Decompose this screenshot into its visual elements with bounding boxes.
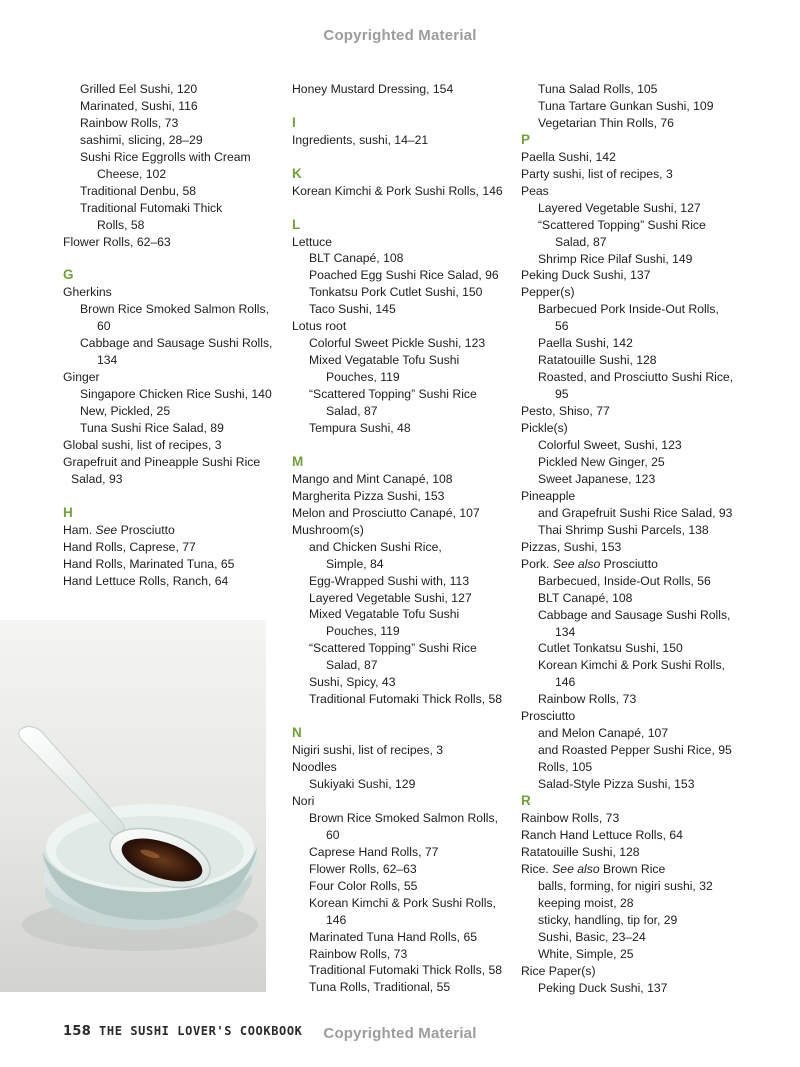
copyright-watermark-bottom: Copyrighted Material bbox=[323, 1025, 477, 1042]
see-target: Brown Rice bbox=[599, 861, 666, 876]
letter-heading: L bbox=[292, 216, 301, 232]
index-subentry: Sushi, Spicy, 43 bbox=[309, 675, 396, 690]
index-subentry: White, Simple, 25 bbox=[538, 946, 634, 961]
index-entry: Global sushi, list of recipes, 3 bbox=[63, 438, 222, 452]
index-subentry: Taco Sushi, 145 bbox=[309, 302, 396, 317]
index-entry: Pickle(s) bbox=[521, 421, 568, 436]
index-subentry: Marinated, Sushi, 116 bbox=[80, 98, 198, 113]
see-reference: See bbox=[95, 522, 118, 537]
index-entry: Salad, 93 bbox=[71, 471, 123, 486]
index-subentry: and Grapefruit Sushi Rice Salad, 93 bbox=[538, 505, 733, 520]
index-subentry: Peking Duck Sushi, 137 bbox=[538, 980, 668, 995]
letter-heading: P bbox=[521, 131, 531, 147]
index-entry: Pepper(s) bbox=[521, 285, 575, 300]
index-subentry: Layered Vegetable Sushi, 127 bbox=[538, 200, 701, 215]
index-subentry: Traditional Denbu, 58 bbox=[80, 183, 197, 198]
letter-heading: I bbox=[292, 114, 296, 130]
index-subentry: “Scattered Topping” Sushi Rice bbox=[309, 387, 477, 402]
section-spacer bbox=[292, 708, 512, 725]
index-subentry: sashimi, slicing, 28–29 bbox=[80, 132, 203, 147]
index-entry: Noodles bbox=[292, 760, 337, 775]
entry-term: Ham. bbox=[63, 522, 93, 537]
index-subentry: Salad, 87 bbox=[326, 658, 378, 673]
index-entry: Prosciutto bbox=[521, 709, 576, 724]
index-entry: Peas bbox=[521, 183, 549, 198]
index-subentry: Tuna Tartare Gunkan Sushi, 109 bbox=[538, 98, 714, 113]
index-subentry: Tonkatsu Pork Cutlet Sushi, 150 bbox=[309, 285, 483, 300]
index-subentry: Traditional Futomaki Thick Rolls, 58 bbox=[309, 692, 503, 707]
index-subentry: Sukiyaki Sushi, 129 bbox=[309, 777, 416, 791]
index-subentry: Mixed Vegatable Tofu Sushi bbox=[309, 353, 460, 368]
index-entry: Ranch Hand Lettuce Rolls, 64 bbox=[521, 827, 683, 842]
index-subentry: keeping moist, 28 bbox=[538, 895, 634, 910]
index-entry: Paella Sushi, 142 bbox=[521, 149, 616, 164]
index-entry: Grapefruit and Pineapple Sushi Rice bbox=[63, 454, 261, 469]
index-subentry: Singapore Chicken Rice Sushi, 140 bbox=[80, 387, 272, 402]
index-subentry: Cabbage and Sausage Sushi Rolls, bbox=[80, 336, 273, 351]
index-subentry: Paella Sushi, 142 bbox=[538, 336, 633, 351]
index-subentry: Colorful Sweet Pickle Sushi, 123 bbox=[309, 336, 486, 351]
soy-sauce-spoon-photo bbox=[0, 620, 266, 992]
index-subentry: and Melon Canapé, 107 bbox=[538, 726, 669, 741]
index-entry: Melon and Prosciutto Canapé, 107 bbox=[292, 505, 480, 520]
copyright-watermark-top: Copyrighted Material bbox=[323, 27, 477, 44]
letter-heading: R bbox=[521, 793, 531, 809]
letter-heading: G bbox=[63, 267, 74, 283]
index-subentry: Salad, 87 bbox=[326, 404, 378, 419]
index-subentry: Cheese, 102 bbox=[97, 166, 167, 181]
letter-heading: K bbox=[292, 165, 302, 181]
index-entry: Hand Rolls, Marinated Tuna, 65 bbox=[63, 556, 235, 571]
index-entry: Mushroom(s) bbox=[292, 522, 364, 537]
index-subentry: 134 bbox=[555, 624, 576, 639]
letter-heading: M bbox=[292, 453, 304, 469]
index-subentry: 56 bbox=[555, 319, 569, 334]
index-entry: Pesto, Shiso, 77 bbox=[521, 404, 610, 419]
index-subentry: and Chicken Sushi Rice, bbox=[309, 539, 442, 554]
index-subentry: Grilled Eel Sushi, 120 bbox=[80, 82, 198, 96]
index-subentry: 146 bbox=[555, 675, 576, 690]
index-subentry: Korean Kimchi & Pork Sushi Rolls, bbox=[538, 658, 725, 673]
index-entry: Rice Paper(s) bbox=[521, 963, 596, 978]
index-subentry: Vegetarian Thin Rolls, 76 bbox=[538, 115, 674, 130]
index-entry: Korean Kimchi & Pork Sushi Rolls, 146 bbox=[292, 183, 503, 198]
index-subentry: Tempura Sushi, 48 bbox=[309, 421, 411, 436]
index-subentry: Caprese Hand Rolls, 77 bbox=[309, 844, 439, 859]
index-entry: Margherita Pizza Sushi, 153 bbox=[292, 488, 445, 503]
book-title: THE SUSHI LOVER'S COOKBOOK bbox=[99, 1024, 303, 1038]
index-entry: Party sushi, list of recipes, 3 bbox=[521, 166, 673, 181]
index-subentry: Tuna Rolls, Traditional, 55 bbox=[309, 980, 451, 995]
index-entry: Hand Lettuce Rolls, Ranch, 64 bbox=[63, 573, 229, 588]
index-subentry: Rainbow Rolls, 73 bbox=[538, 692, 637, 707]
index-subentry: Tuna Salad Rolls, 105 bbox=[538, 82, 658, 96]
index-entry: Pineapple bbox=[521, 488, 576, 503]
entry-term: Rice. bbox=[521, 861, 549, 876]
index-subentry: 95 bbox=[555, 387, 569, 402]
section-spacer bbox=[63, 251, 278, 268]
section-spacer bbox=[292, 149, 512, 166]
index-subentry: Sushi Rice Eggrolls with Cream bbox=[80, 149, 251, 164]
index-subentry: Simple, 84 bbox=[326, 556, 384, 571]
index-subentry: Sweet Japanese, 123 bbox=[538, 471, 656, 486]
index-entry: Ginger bbox=[63, 370, 100, 385]
index-entry: Nori bbox=[292, 793, 315, 808]
letter-heading: H bbox=[63, 504, 73, 520]
index-entry: Gherkins bbox=[63, 285, 112, 300]
index-subentry: “Scattered Topping” Sushi Rice bbox=[538, 217, 706, 232]
see-target: Prosciutto bbox=[117, 522, 175, 537]
index-entry bbox=[63, 522, 278, 539]
index-subentry: BLT Canapé, 108 bbox=[538, 590, 633, 605]
index-subentry: Ratatouille Sushi, 128 bbox=[538, 353, 657, 368]
index-subentry: BLT Canapé, 108 bbox=[309, 251, 404, 266]
index-subentry: Cabbage and Sausage Sushi Rolls, bbox=[538, 607, 731, 622]
section-spacer bbox=[63, 488, 278, 505]
index-subentry: Salad-Style Pizza Sushi, 153 bbox=[538, 777, 695, 792]
index-column-3 bbox=[521, 81, 746, 996]
section-spacer bbox=[292, 437, 512, 454]
index-entry: Mango and Mint Canapé, 108 bbox=[292, 471, 453, 486]
index-subentry: Tuna Sushi Rice Salad, 89 bbox=[80, 421, 224, 436]
index-subentry: Rainbow Rolls, 73 bbox=[309, 946, 408, 961]
index-subentry: Poached Egg Sushi Rice Salad, 96 bbox=[309, 268, 499, 283]
index-subentry: Barbecued, Inside-Out Rolls, 56 bbox=[538, 573, 711, 588]
index-subentry: Mixed Vegatable Tofu Sushi bbox=[309, 607, 460, 622]
index-subentry: and Roasted Pepper Sushi Rice, 95 bbox=[538, 743, 732, 758]
index-subentry: Pickled New Ginger, 25 bbox=[538, 454, 665, 469]
index-subentry: Rainbow Rolls, 73 bbox=[80, 115, 179, 130]
index-entry: Peking Duck Sushi, 137 bbox=[521, 268, 651, 283]
index-entry bbox=[521, 556, 746, 573]
index-subentry: Barbecued Pork Inside-Out Rolls, bbox=[538, 302, 719, 317]
index-subentry: Thai Shrimp Sushi Parcels, 138 bbox=[538, 522, 709, 537]
index-subentry: Korean Kimchi & Pork Sushi Rolls, bbox=[309, 895, 496, 910]
entry-term: Pork. bbox=[521, 556, 550, 571]
index-entry: Pizzas, Sushi, 153 bbox=[521, 539, 622, 554]
index-subentry: Rolls, 105 bbox=[538, 760, 593, 775]
index-subentry: Colorful Sweet, Sushi, 123 bbox=[538, 438, 682, 453]
index-subentry: Roasted, and Prosciutto Sushi Rice, bbox=[538, 370, 734, 385]
index-column-1 bbox=[63, 81, 278, 590]
index-subentry: Shrimp Rice Pilaf Sushi, 149 bbox=[538, 251, 693, 266]
section-spacer bbox=[292, 200, 512, 217]
index-subentry: Four Color Rolls, 55 bbox=[309, 878, 418, 893]
index-subentry: Brown Rice Smoked Salmon Rolls, bbox=[309, 810, 498, 825]
index-subentry: 60 bbox=[97, 319, 111, 334]
index-entry: Ratatouille Sushi, 128 bbox=[521, 844, 640, 859]
index-subentry: Layered Vegetable Sushi, 127 bbox=[309, 590, 472, 605]
index-subentry: Pouches, 119 bbox=[326, 624, 400, 639]
index-subentry: Rolls, 58 bbox=[97, 217, 145, 232]
index-subentry: Sushi, Basic, 23–24 bbox=[538, 929, 646, 944]
index-subentry: Traditional Futomaki Thick bbox=[80, 200, 223, 215]
index-entry: Ingredients, sushi, 14–21 bbox=[292, 132, 429, 147]
index-subentry: Cutlet Tonkatsu Sushi, 150 bbox=[538, 641, 683, 656]
index-subentry: 60 bbox=[326, 827, 340, 842]
index-subentry: Salad, 87 bbox=[555, 234, 607, 249]
index-entry: Lotus root bbox=[292, 319, 347, 334]
index-subentry: sticky, handling, tip for, 29 bbox=[538, 912, 678, 927]
index-subentry: 146 bbox=[326, 912, 347, 927]
index-subentry: “Scattered Topping” Sushi Rice bbox=[309, 641, 477, 656]
see-reference: See also bbox=[552, 861, 600, 876]
index-subentry: New, Pickled, 25 bbox=[80, 404, 171, 419]
index-entry: Flower Rolls, 62–63 bbox=[63, 234, 171, 249]
index-column-2 bbox=[292, 81, 512, 996]
index-entry: Lettuce bbox=[292, 234, 332, 249]
section-spacer bbox=[292, 98, 512, 115]
index-subentry: balls, forming, for nigiri sushi, 32 bbox=[538, 878, 713, 893]
letter-heading: N bbox=[292, 725, 302, 741]
see-reference: See also bbox=[552, 556, 601, 571]
index-entry: Hand Rolls, Caprese, 77 bbox=[63, 539, 196, 554]
index-subentry: Egg-Wrapped Sushi with, 113 bbox=[309, 573, 470, 588]
index-entry: Nigiri sushi, list of recipes, 3 bbox=[292, 743, 444, 758]
page-number: 158 bbox=[63, 1024, 92, 1039]
index-subentry: Marinated Tuna Hand Rolls, 65 bbox=[309, 929, 478, 944]
index-entry: Honey Mustard Dressing, 154 bbox=[292, 82, 454, 96]
index-subentry: 134 bbox=[97, 353, 118, 368]
see-target: Prosciutto bbox=[600, 556, 658, 571]
index-entry bbox=[521, 861, 746, 878]
index-subentry: Traditional Futomaki Thick Rolls, 58 bbox=[309, 963, 503, 978]
index-entry: Rainbow Rolls, 73 bbox=[521, 810, 620, 825]
index-subentry: Brown Rice Smoked Salmon Rolls, bbox=[80, 302, 269, 317]
index-subentry: Flower Rolls, 62–63 bbox=[309, 861, 417, 876]
index-subentry: Pouches, 119 bbox=[326, 370, 400, 385]
